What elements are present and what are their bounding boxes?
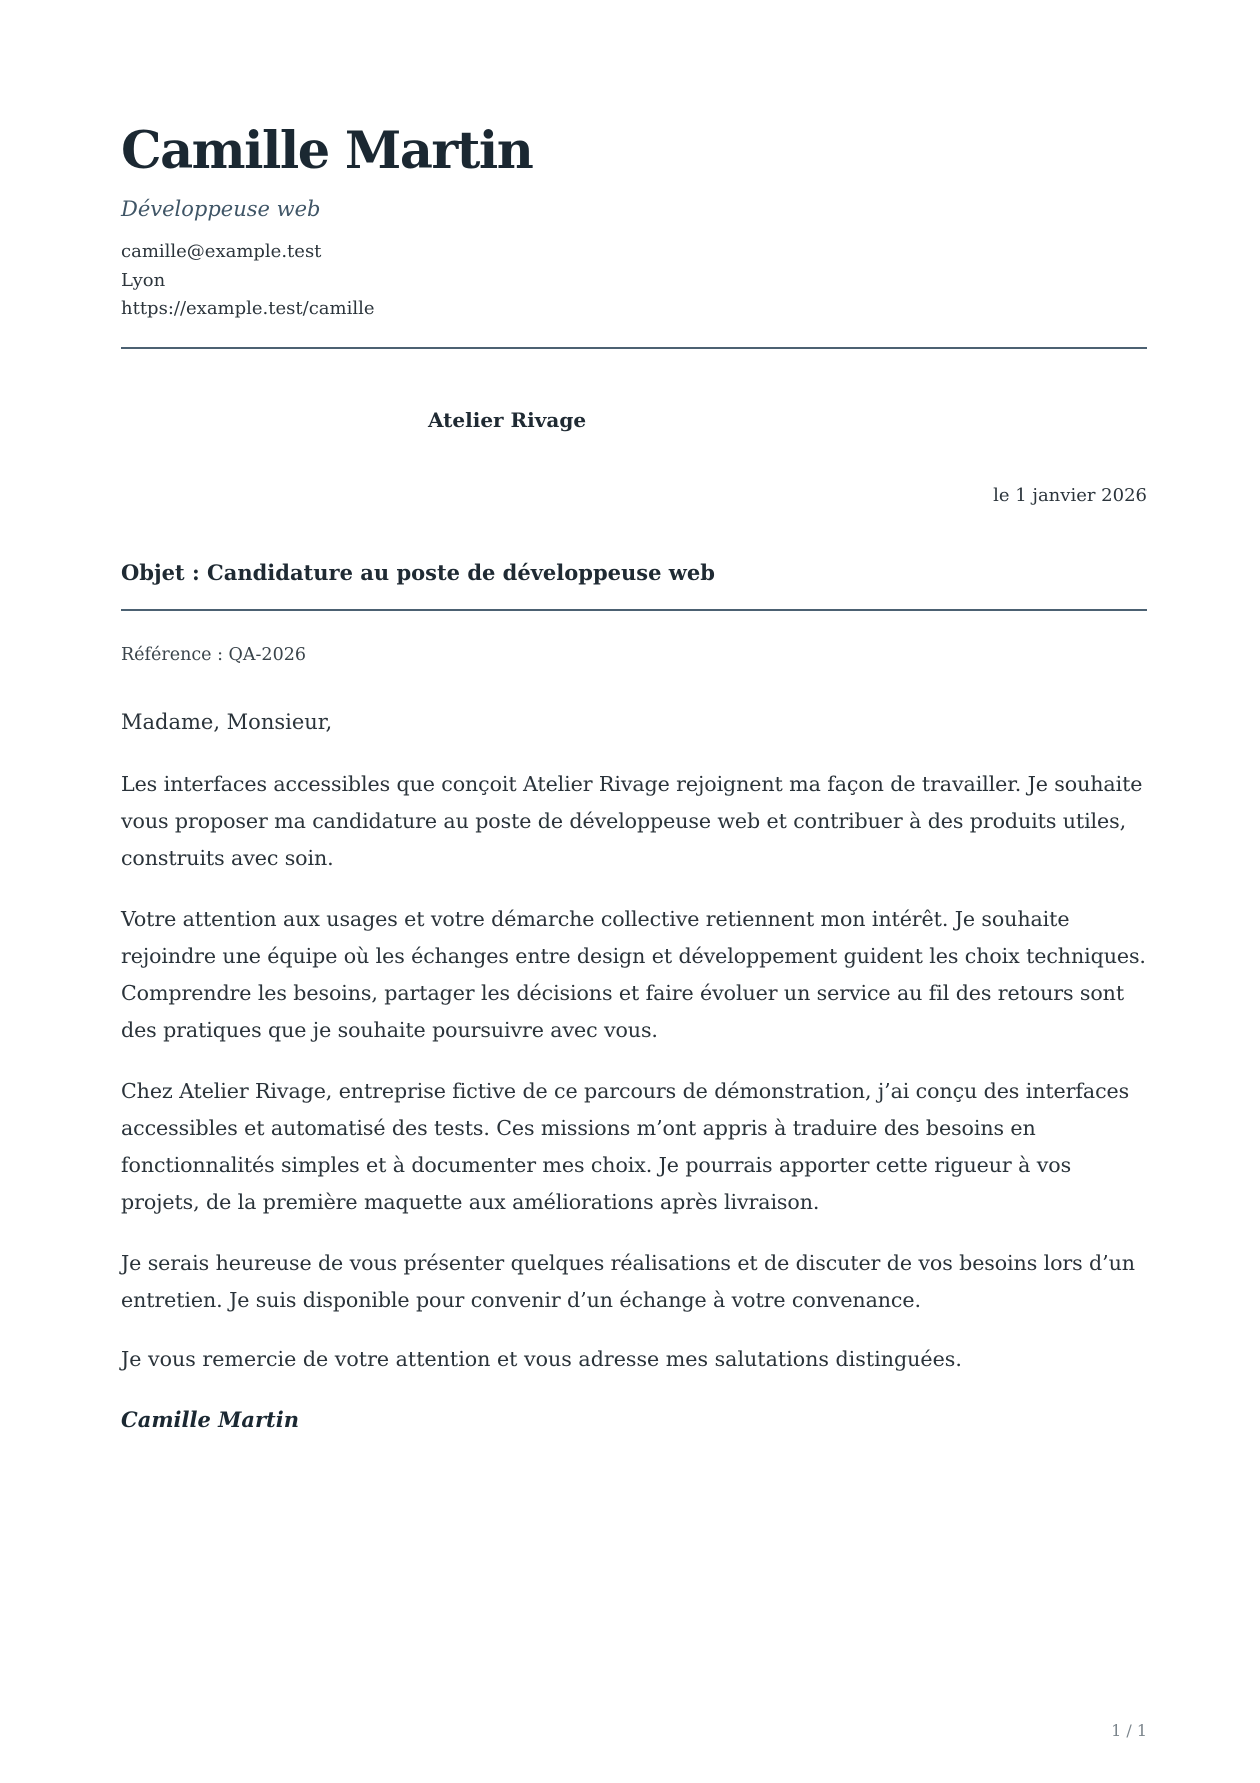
sender-email: camille@example.test	[121, 241, 322, 262]
letter-salutation: Madame, Monsieur,	[121, 710, 333, 734]
body-paragraph: Je serais heureuse de vous présenter quelques réalisations et de discuter de vos besoins lors d’un entretien. Je suis disponible pour convenir d’un échange à votre convenance.	[121, 1251, 1135, 1312]
letter-subject: Objet : Candidature au poste de développeuse web	[121, 560, 715, 585]
page-number: 1 / 1	[1111, 1721, 1147, 1740]
letter-page	[121, 0, 1147, 1783]
sender-city: Lyon	[121, 269, 166, 291]
recipient-company: Atelier Rivage	[428, 408, 587, 432]
body-paragraph: Votre attention aux usages et votre démarche collective retiennent mon intérêt. Je souhaite rejoindre une équipe où les échanges entre design et développement guident les choix techniques. Comprendre les besoins, partager les décisions et faire évoluer un service au fil des retours sont des pratiques que je souhaite poursuivre avec vous.	[121, 907, 1146, 1042]
sender-website: https://example.test/camille	[121, 298, 375, 319]
sender-name: Camille Martin	[121, 121, 533, 181]
letter-body	[121, 766, 1147, 1343]
header-divider	[121, 347, 1147, 349]
sender-job-title: Développeuse web	[121, 197, 321, 221]
letter-signature: Camille Martin	[121, 1407, 300, 1432]
letter-closing: Je vous remercie de votre attention et vous adresse mes salutations distinguées.	[121, 1347, 962, 1371]
letter-date: le 1 janvier 2026	[993, 485, 1147, 506]
body-paragraph: Les interfaces accessibles que conçoit Atelier Rivage rejoignent ma façon de travailler. Je souhaite vous proposer ma candidature au poste de développeuse web et contribuer à des produits utiles, construits avec soin.	[121, 772, 1143, 870]
subject-divider	[121, 609, 1147, 611]
body-paragraph: Chez Atelier Rivage, entreprise fictive de ce parcours de démonstration, j’ai conçu des interfaces accessibles et automatisé des tests. Ces missions m’ont appris à traduire des besoins en fonctionnalités simples et à documenter mes choix. Je pourrais apporter cette rigueur à vos projets, de la première maquette aux améliorations après livraison.	[121, 1079, 1130, 1214]
sender-contact	[121, 238, 375, 324]
letter-reference: Référence : QA-2026	[121, 645, 306, 665]
